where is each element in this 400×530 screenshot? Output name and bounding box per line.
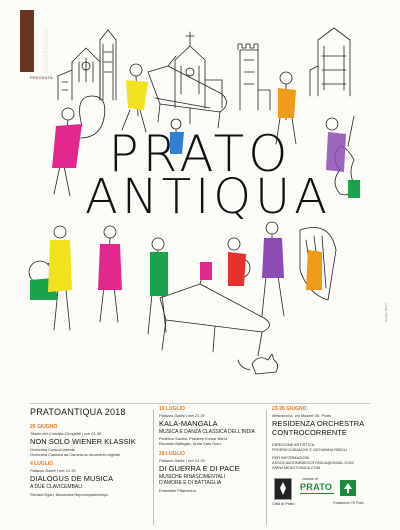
festival-title-line2: ANTIQUA: [85, 169, 331, 225]
cathedral-drawing: [58, 30, 116, 100]
event-date: 4 LUGLIO: [30, 461, 54, 467]
event-performer: Federico Sanesi, Pradeep Kumar Barot,: [159, 436, 228, 441]
event-date: 10 LUGLIO: [159, 406, 185, 412]
event-date: 26 GIUGNO: [30, 424, 58, 430]
figure-red-shirt: [228, 252, 246, 286]
event-subtitle: MUSICHE RINASCIMENTALI: [159, 474, 226, 480]
harpsichord-drawing: [160, 262, 270, 356]
info-label: PER INFORMAZIONI: [272, 455, 310, 460]
logo-name: MESOTONICA: [44, 28, 50, 74]
figure-magenta-small: [200, 262, 212, 280]
event-performer: Orchestra ControCorrente: [30, 447, 75, 452]
website-link[interactable]: WWW.MESOTONICA.COM: [272, 465, 321, 470]
castle-drawing: [238, 44, 270, 110]
event-subtitle: A DUE CLAVICEMBALI: [30, 484, 83, 490]
event-performer: Orchestra Classica da Camera su strumenti originali: [30, 452, 120, 457]
figure-orange-shirt: [278, 88, 296, 118]
cat-drawing: [238, 354, 278, 374]
city-name: Città di Prato: [272, 501, 295, 506]
tree-icon: [341, 481, 355, 495]
event-performer: Riccardo Battaglia, Nuria Sala Grau: [159, 441, 221, 446]
prato-logo: PRATO: [300, 482, 333, 492]
event-title: RESIDENZA ORCHESTRA: [272, 419, 365, 428]
event-venue: Palazzo Datini | ore 21.30: [159, 458, 205, 463]
prato-logo-sub: comune di: [302, 477, 318, 481]
figure-yellow-shirt: [126, 80, 148, 110]
event-venue: Palazzo Datini | ore 21.30: [30, 468, 76, 473]
email-link[interactable]: ASSOCIAZIONEMESOTONICA@GMAIL.COM: [272, 460, 354, 465]
figure-magenta-dress: [98, 244, 122, 290]
event-title: KALA-MANGALA: [159, 419, 218, 428]
event-date: 20 LUGLIO: [159, 451, 185, 457]
foundation-logo: [340, 480, 356, 496]
figure-yellow-robe: [48, 240, 72, 292]
event-performer: Ensemble Pifarescha: [159, 488, 196, 493]
church-drawing: [175, 32, 222, 108]
event-venue: Teatro del Convitto Cicognini | ore 21.30: [30, 431, 102, 436]
fleur-icon: [275, 479, 291, 499]
foundation-name: Fondazione CR Prato: [333, 501, 364, 505]
event-venue: Mesotonica, via Mazzei 36, Prato: [272, 413, 331, 418]
prato-logo-rule: [300, 493, 334, 494]
mesotonica-logo: [20, 10, 50, 74]
event-subtitle: D'AMORE E DI BATTAGLIA: [159, 480, 222, 486]
figure-orange-figure: [306, 250, 322, 290]
city-crest-logo: [274, 478, 292, 500]
design-credit: Design: Sironi: [384, 303, 388, 322]
direction-names: FEDERICA BIANCHI E GIOVANNA RIBOLI: [272, 447, 347, 452]
piano-drawing: [148, 56, 227, 128]
event-title: NON SOLO WIENER KLASSIK: [30, 437, 136, 446]
event-title: DI GUERRA E DI PACE: [159, 464, 240, 473]
figure-purple-coat: [262, 238, 284, 278]
event-title-line2: CONTROCORRENTE: [272, 428, 347, 437]
logo-presenta: PRESENTA: [30, 75, 53, 80]
festival-title-line1: PRATO: [108, 125, 292, 183]
figure-green-shirt: [150, 252, 168, 296]
right-tower-drawing: [310, 28, 350, 96]
program-title: PRATOANTIQUA 2018: [30, 407, 126, 417]
column-divider-1: [153, 410, 154, 525]
event-subtitle: MUSICA E DANZA CLASSICA DELL'INDIA: [159, 429, 255, 435]
direction-label: DIREZIONE ARTISTICA: [272, 442, 315, 447]
event-date: 23-26 GIUGNO: [272, 406, 307, 412]
event-performer: Richard Egarr, Alexandra Nepomnyashchaya: [30, 492, 108, 497]
event-venue: Palazzo Datini | ore 21.30: [159, 413, 205, 418]
column-divider-2: [266, 410, 267, 525]
event-title: DIALOGUS DE MUSICA: [30, 474, 114, 483]
program-top-rule: [30, 403, 370, 404]
